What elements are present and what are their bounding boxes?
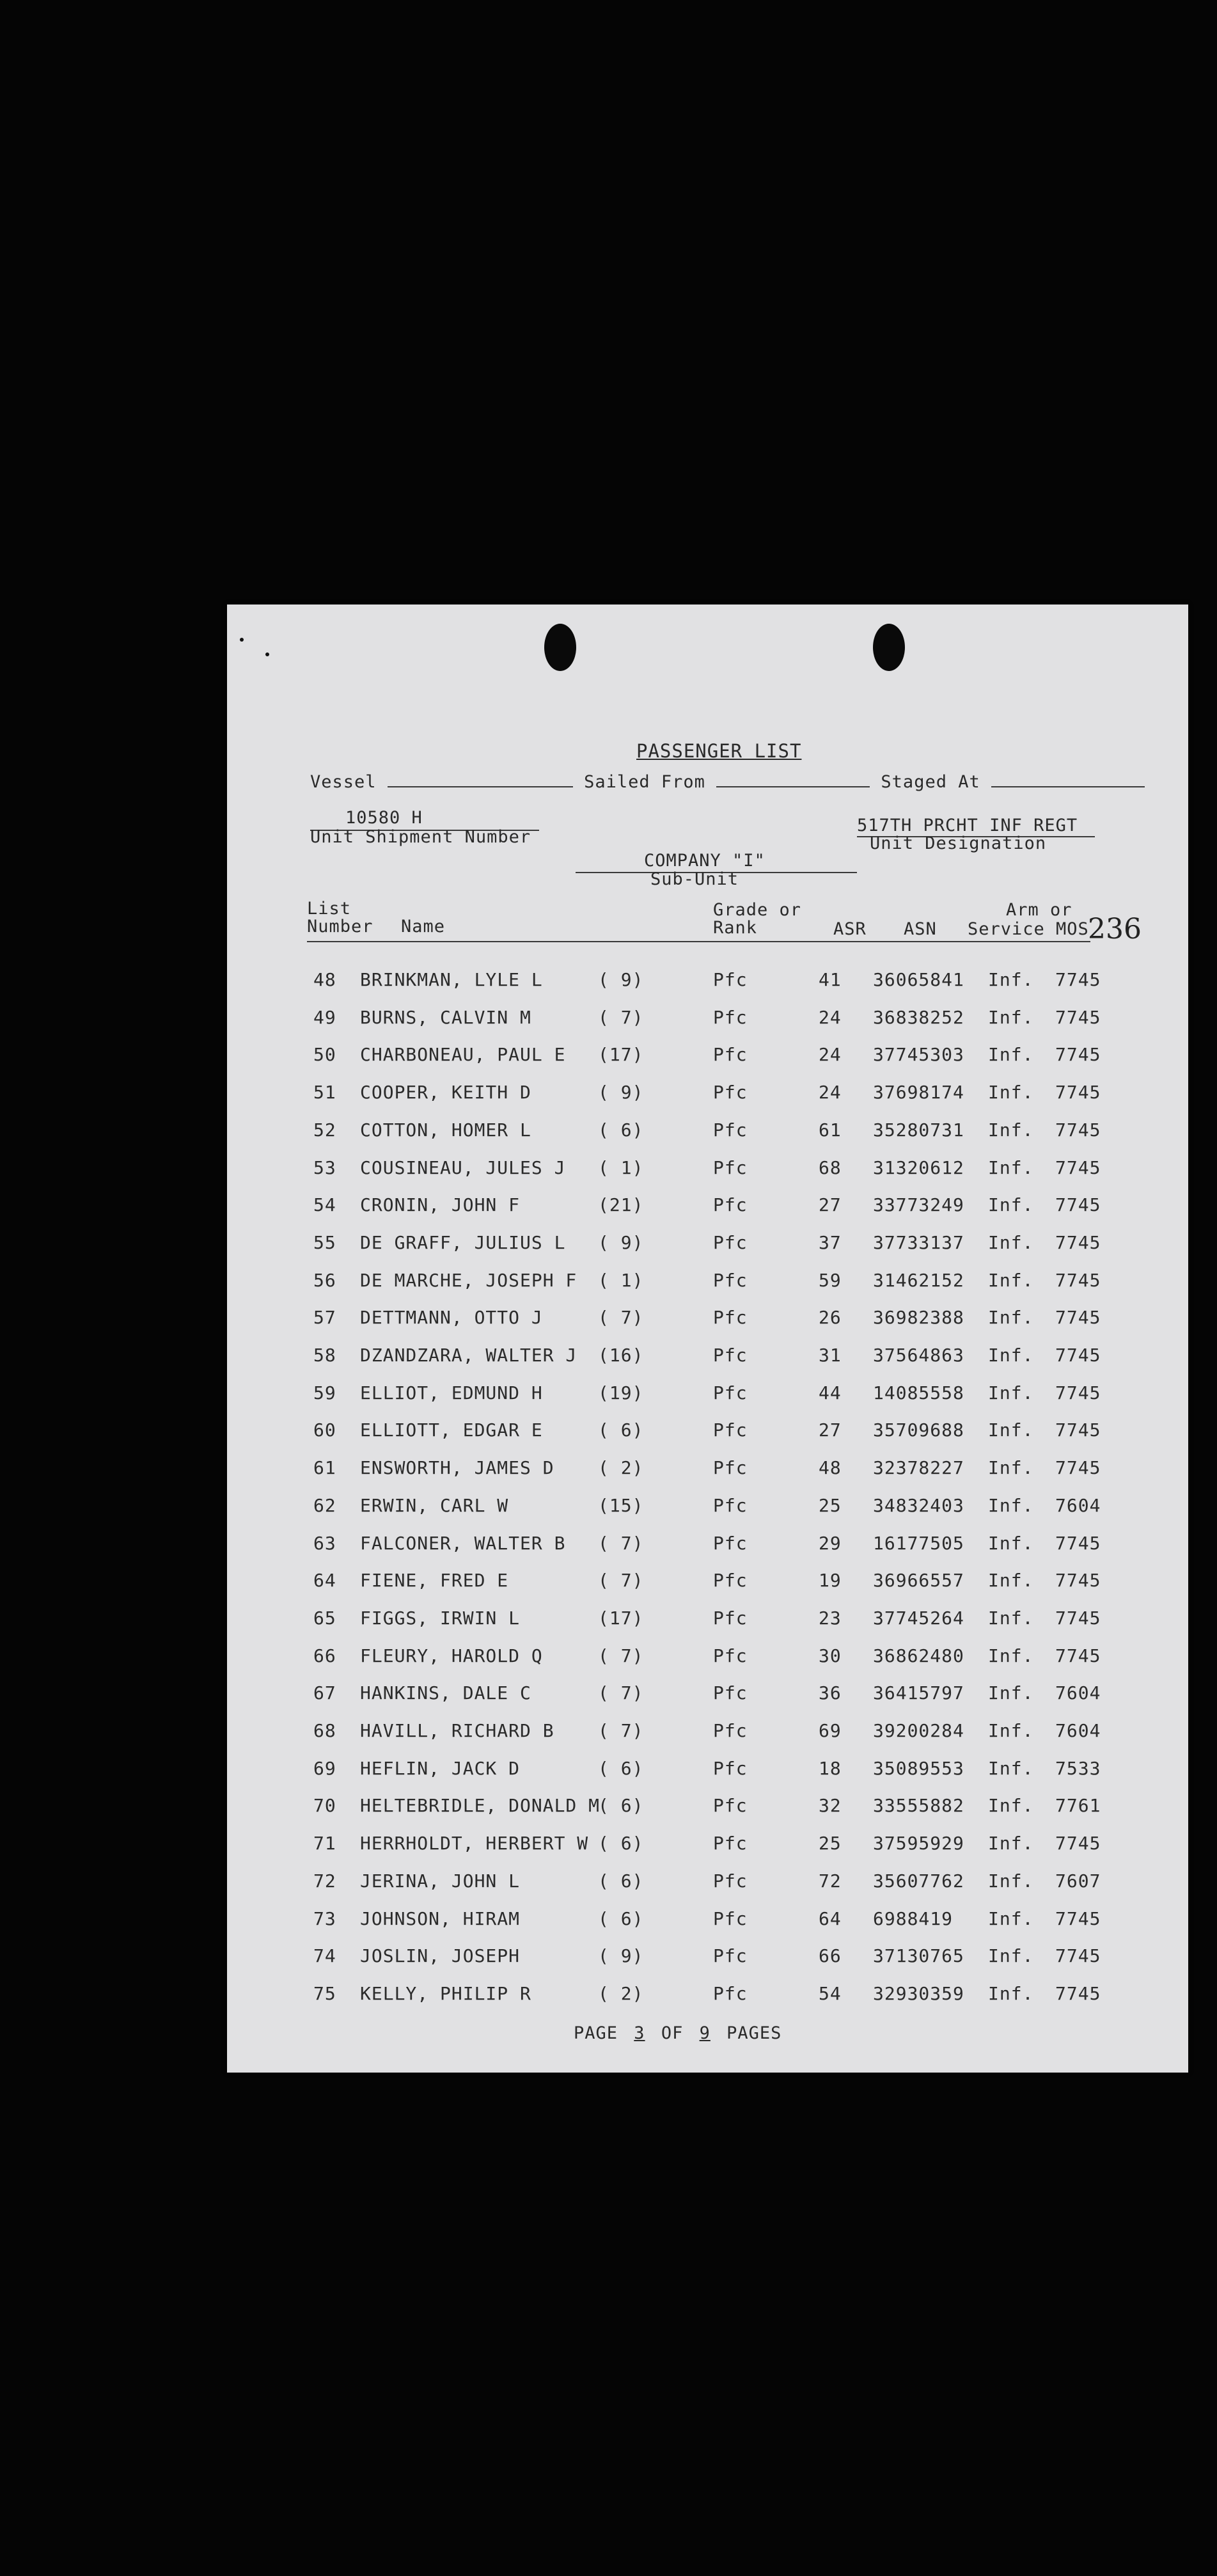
list-number: 64 [313,1570,336,1592]
code-number: (21) [598,1194,644,1216]
code-number: ( 2) [598,1982,644,2004]
asn-value: 36966557 [873,1570,964,1592]
table-row [227,1419,1188,1457]
grade-rank: Pfc [713,1231,748,1253]
asr-value: 24 [819,1044,842,1066]
list-number: 54 [313,1194,336,1216]
asr-value: 24 [819,1006,842,1028]
code-number: ( 9) [598,1082,644,1103]
table-row [227,1044,1188,1081]
code-number: ( 7) [598,1570,644,1592]
arm-service: Inf. [988,1231,1034,1253]
header-underline [307,941,1090,942]
asr-value: 31 [819,1345,842,1366]
table-row [227,1758,1188,1795]
passenger-name: DZANDZARA, WALTER J [360,1345,577,1366]
table-row [227,1908,1188,1945]
arm-service: Inf. [988,1645,1034,1666]
asr-value: 36 [819,1682,842,1704]
asr-value: 25 [819,1494,842,1516]
list-number: 67 [313,1682,336,1704]
passenger-name: ELLIOT, EDMUND H [360,1382,543,1403]
arm-service: Inf. [988,1982,1034,2004]
asn-value: 37745264 [873,1607,964,1629]
passenger-name: HERRHOLDT, HERBERT W [360,1833,589,1854]
sailed-from-blank [716,772,870,787]
asr-value: 25 [819,1833,842,1854]
table-row [227,1457,1188,1494]
list-number: 58 [313,1345,336,1366]
asr-value: 30 [819,1645,842,1666]
asr-value: 44 [819,1382,842,1403]
asr-value: 69 [819,1720,842,1741]
asn-value: 37130765 [873,1945,964,1967]
table-row [227,1345,1188,1382]
grade-rank: Pfc [713,1082,748,1103]
arm-service: Inf. [988,1908,1034,1929]
punch-hole-right [873,624,905,671]
grade-rank: Pfc [713,1382,748,1403]
grade-rank: Pfc [713,1006,748,1028]
mos-code: 7607 [1055,1870,1101,1892]
asn-value: 39200284 [873,1720,964,1741]
asn-value: 36415797 [873,1682,964,1704]
asr-value: 26 [819,1307,842,1329]
passenger-name: COOPER, KEITH D [360,1082,531,1103]
arm-service: Inf. [988,1532,1034,1554]
mos-code: 7745 [1055,1382,1101,1403]
speck-mark [240,638,244,642]
passenger-name: FALCONER, WALTER B [360,1532,566,1554]
grade-rank: Pfc [713,1982,748,2004]
table-row [227,1307,1188,1344]
arm-service: Inf. [988,1269,1034,1291]
grade-rank: Pfc [713,1833,748,1854]
vessel-row [310,772,1145,792]
code-number: (17) [598,1607,644,1629]
asn-value: 35607762 [873,1870,964,1892]
grade-rank: Pfc [713,1157,748,1178]
list-number: 65 [313,1607,336,1629]
passenger-name: ERWIN, CARL W [360,1494,509,1516]
grade-rank: Pfc [713,1494,748,1516]
table-row [227,1945,1188,1982]
arm-service: Inf. [988,1157,1034,1178]
list-number: 57 [313,1307,336,1329]
asn-value: 37698174 [873,1082,964,1103]
asr-value: 66 [819,1945,842,1967]
list-number: 63 [313,1532,336,1554]
asr-value: 59 [819,1269,842,1291]
arm-service: Inf. [988,1345,1034,1366]
code-number: ( 6) [598,1833,644,1854]
asr-value: 32 [819,1795,842,1817]
table-row [227,1608,1188,1645]
passenger-name: DE GRAFF, JULIUS L [360,1231,566,1253]
asn-value: 36838252 [873,1006,964,1028]
page-label: PAGE [574,2023,618,2043]
grade-rank: Pfc [713,1908,748,1929]
mos-code: 7745 [1055,1419,1101,1441]
grade-rank: Pfc [713,1720,748,1741]
header-mos: MOS [1056,919,1089,939]
asn-value: 37733137 [873,1231,964,1253]
table-row [227,1270,1188,1307]
mos-code: 7745 [1055,1532,1101,1554]
passenger-name: JOSLIN, JOSEPH [360,1945,521,1967]
passenger-name: JERINA, JOHN L [360,1870,521,1892]
asn-value: 33773249 [873,1194,964,1216]
mos-code: 7745 [1055,1006,1101,1028]
grade-rank: Pfc [713,1682,748,1704]
arm-service: Inf. [988,1419,1034,1441]
code-number: ( 9) [598,969,644,990]
header-arm-2: Service [968,919,1045,939]
staged-at-blank [991,772,1145,787]
asn-value: 35709688 [873,1419,964,1441]
asn-value: 37564863 [873,1345,964,1366]
table-row [227,1119,1188,1157]
grade-rank: Pfc [713,1870,748,1892]
arm-service: Inf. [988,1457,1034,1479]
arm-service: Inf. [988,1194,1034,1216]
passenger-name: ENSWORTH, JAMES D [360,1457,554,1479]
arm-service: Inf. [988,1307,1034,1329]
mos-code: 7745 [1055,969,1101,990]
grade-rank: Pfc [713,1645,748,1666]
vessel-label: Vessel [310,772,377,792]
list-number: 48 [313,969,336,990]
code-number: ( 7) [598,1720,644,1741]
mos-code: 7745 [1055,1982,1101,2004]
arm-service: Inf. [988,1082,1034,1103]
arm-service: Inf. [988,1720,1034,1741]
unit-shipment-label: Unit Shipment Number [310,827,531,847]
vessel-blank [388,772,573,787]
list-number: 50 [313,1044,336,1066]
arm-service: Inf. [988,1006,1034,1028]
grade-rank: Pfc [713,1570,748,1592]
passenger-name: FIENE, FRED E [360,1570,509,1592]
list-number: 74 [313,1945,336,1967]
page-footer [574,2023,781,2043]
table-row [227,1533,1188,1570]
table-row [227,1720,1188,1757]
mos-code: 7745 [1055,1457,1101,1479]
code-number: ( 6) [598,1795,644,1817]
passenger-name: COTTON, HOMER L [360,1119,531,1141]
grade-rank: Pfc [713,1757,748,1779]
grade-rank: Pfc [713,1607,748,1629]
grade-rank: Pfc [713,1345,748,1366]
arm-service: Inf. [988,1119,1034,1141]
asr-value: 64 [819,1908,842,1929]
grade-rank: Pfc [713,1419,748,1441]
grade-rank: Pfc [713,1307,748,1329]
code-number: ( 1) [598,1269,644,1291]
list-number: 68 [313,1720,336,1741]
arm-service: Inf. [988,1570,1034,1592]
code-number: ( 6) [598,1757,644,1779]
staged-at-label: Staged At [881,772,980,792]
list-number: 53 [313,1157,336,1178]
passenger-name: HAVILL, RICHARD B [360,1720,554,1741]
code-number: (15) [598,1494,644,1516]
arm-service: Inf. [988,1494,1034,1516]
asn-value: 36982388 [873,1307,964,1329]
arm-service: Inf. [988,1682,1034,1704]
passenger-name: HEFLIN, JACK D [360,1757,521,1779]
table-row [227,1382,1188,1419]
list-number: 72 [313,1870,336,1892]
arm-service: Inf. [988,969,1034,990]
grade-rank: Pfc [713,969,748,990]
arm-service: Inf. [988,1870,1034,1892]
table-row [227,1082,1188,1119]
mos-code: 7745 [1055,1269,1101,1291]
passenger-name: KELLY, PHILIP R [360,1982,531,2004]
header-arm-1: Arm or [1006,900,1072,920]
asn-value: 31320612 [873,1157,964,1178]
code-number: ( 7) [598,1532,644,1554]
code-number: ( 1) [598,1157,644,1178]
asn-value: 36862480 [873,1645,964,1666]
arm-service: Inf. [988,1833,1034,1854]
asn-value: 37745303 [873,1044,964,1066]
asr-value: 41 [819,969,842,990]
asn-value: 37595929 [873,1833,964,1854]
speck-mark [265,652,269,656]
unit-shipment-number: 10580 H [345,808,423,828]
asn-value: 32378227 [873,1457,964,1479]
arm-service: Inf. [988,1382,1034,1403]
grade-rank: Pfc [713,1269,748,1291]
asn-value: 6988419 [873,1908,954,1929]
asr-value: 68 [819,1157,842,1178]
code-number: ( 2) [598,1457,644,1479]
passenger-name: FLEURY, HAROLD Q [360,1645,543,1666]
grade-rank: Pfc [713,1044,748,1066]
list-number: 51 [313,1082,336,1103]
code-number: (17) [598,1044,644,1066]
mos-code: 7761 [1055,1795,1101,1817]
mos-code: 7604 [1055,1720,1101,1741]
mos-code: 7745 [1055,1119,1101,1141]
passenger-name: CHARBONEAU, PAUL E [360,1044,566,1066]
sailed-from-label: Sailed From [584,772,705,792]
list-number: 55 [313,1231,336,1253]
asn-value: 35089553 [873,1757,964,1779]
table-row [227,1795,1188,1832]
asr-value: 27 [819,1419,842,1441]
list-number: 52 [313,1119,336,1141]
mos-code: 7745 [1055,1194,1101,1216]
passenger-name: BURNS, CALVIN M [360,1006,531,1028]
asr-value: 27 [819,1194,842,1216]
code-number: ( 7) [598,1645,644,1666]
passenger-name: HANKINS, DALE C [360,1682,531,1704]
code-number: ( 9) [598,1231,644,1253]
asr-value: 48 [819,1457,842,1479]
code-number: (16) [598,1345,644,1366]
document-page [227,604,1188,2073]
list-number: 49 [313,1006,336,1028]
code-number: ( 7) [598,1682,644,1704]
passenger-name: COUSINEAU, JULES J [360,1157,566,1178]
asr-value: 24 [819,1082,842,1103]
asn-value: 32930359 [873,1982,964,2004]
page-current: 3 [634,2023,645,2043]
code-number: ( 9) [598,1945,644,1967]
page-total: 9 [699,2023,711,2043]
header-grade-2: Rank [713,918,758,938]
arm-service: Inf. [988,1607,1034,1629]
sub-unit-label: Sub-Unit [650,869,739,889]
asn-value: 33555882 [873,1795,964,1817]
list-number: 59 [313,1382,336,1403]
list-number: 61 [313,1457,336,1479]
grade-rank: Pfc [713,1532,748,1554]
mos-code: 7745 [1055,1908,1101,1929]
list-number: 56 [313,1269,336,1291]
list-number: 69 [313,1757,336,1779]
asr-value: 19 [819,1570,842,1592]
table-row [227,1870,1188,1908]
list-number: 73 [313,1908,336,1929]
header-list-number-2: Number [307,917,373,936]
passenger-name: DETTMANN, OTTO J [360,1307,543,1329]
code-number: ( 6) [598,1908,644,1929]
mos-code: 7745 [1055,1231,1101,1253]
mos-code: 7745 [1055,1833,1101,1854]
passenger-name: CRONIN, JOHN F [360,1194,521,1216]
unit-designation: 517TH PRCHT INF REGT [857,816,1078,835]
asr-value: 54 [819,1982,842,2004]
mos-code: 7745 [1055,1345,1101,1366]
table-row [227,1570,1188,1607]
asn-value: 16177505 [873,1532,964,1554]
grade-rank: Pfc [713,1119,748,1141]
mos-code: 7745 [1055,1645,1101,1666]
list-number: 66 [313,1645,336,1666]
table-row [227,1194,1188,1231]
passenger-name: HELTEBRIDLE, DONALD M [360,1795,601,1817]
mos-code: 7745 [1055,1307,1101,1329]
page-stamp-number: 236 [1088,913,1142,945]
asr-value: 37 [819,1231,842,1253]
table-row [227,1007,1188,1044]
list-number: 62 [313,1494,336,1516]
arm-service: Inf. [988,1795,1034,1817]
sub-unit-value: COMPANY "I" [644,851,766,871]
asr-value: 18 [819,1757,842,1779]
mos-code: 7604 [1055,1494,1101,1516]
passenger-name: FIGGS, IRWIN L [360,1607,521,1629]
table-row [227,1495,1188,1532]
code-number: ( 6) [598,1119,644,1141]
arm-service: Inf. [988,1044,1034,1066]
table-row [227,1833,1188,1870]
table-row [227,1645,1188,1682]
asr-value: 61 [819,1119,842,1141]
passenger-name: DE MARCHE, JOSEPH F [360,1269,577,1291]
of-label: OF [661,2023,684,2043]
code-number: ( 6) [598,1870,644,1892]
grade-rank: Pfc [713,1194,748,1216]
grade-rank: Pfc [713,1457,748,1479]
header-list-number-1: List [307,899,352,919]
table-row [227,969,1188,1006]
mos-code: 7533 [1055,1757,1101,1779]
mos-code: 7745 [1055,1044,1101,1066]
code-number: ( 6) [598,1419,644,1441]
arm-service: Inf. [988,1757,1034,1779]
pages-label: PAGES [726,2023,782,2043]
mos-code: 7745 [1055,1607,1101,1629]
code-number: (19) [598,1382,644,1403]
mos-code: 7745 [1055,1570,1101,1592]
grade-rank: Pfc [713,1945,748,1967]
asn-value: 31462152 [873,1269,964,1291]
asr-value: 29 [819,1532,842,1554]
asn-value: 14085558 [873,1382,964,1403]
table-row [227,1682,1188,1719]
mos-code: 7745 [1055,1082,1101,1103]
asr-value: 23 [819,1607,842,1629]
grade-rank: Pfc [713,1795,748,1817]
header-grade-1: Grade or [713,900,802,920]
table-row [227,1157,1188,1194]
header-asr: ASR [833,919,867,939]
table-row [227,1232,1188,1269]
passenger-name: BRINKMAN, LYLE L [360,969,543,990]
list-number: 75 [313,1982,336,2004]
mos-code: 7604 [1055,1682,1101,1704]
list-number: 60 [313,1419,336,1441]
code-number: ( 7) [598,1006,644,1028]
code-number: ( 7) [598,1307,644,1329]
arm-service: Inf. [988,1945,1034,1967]
mos-code: 7745 [1055,1945,1101,1967]
asr-value: 72 [819,1870,842,1892]
asn-value: 36065841 [873,969,964,990]
document-title: PASSENGER LIST [636,740,802,762]
header-name: Name [401,917,446,936]
mos-code: 7745 [1055,1157,1101,1178]
table-row [227,1983,1188,2020]
header-asn: ASN [904,919,937,939]
list-number: 71 [313,1833,336,1854]
asn-value: 35280731 [873,1119,964,1141]
punch-hole-left [544,624,576,671]
unit-designation-label: Unit Designation [870,834,1047,853]
asn-value: 34832403 [873,1494,964,1516]
list-number: 70 [313,1795,336,1817]
passenger-name: JOHNSON, HIRAM [360,1908,521,1929]
passenger-name: ELLIOTT, EDGAR E [360,1419,543,1441]
